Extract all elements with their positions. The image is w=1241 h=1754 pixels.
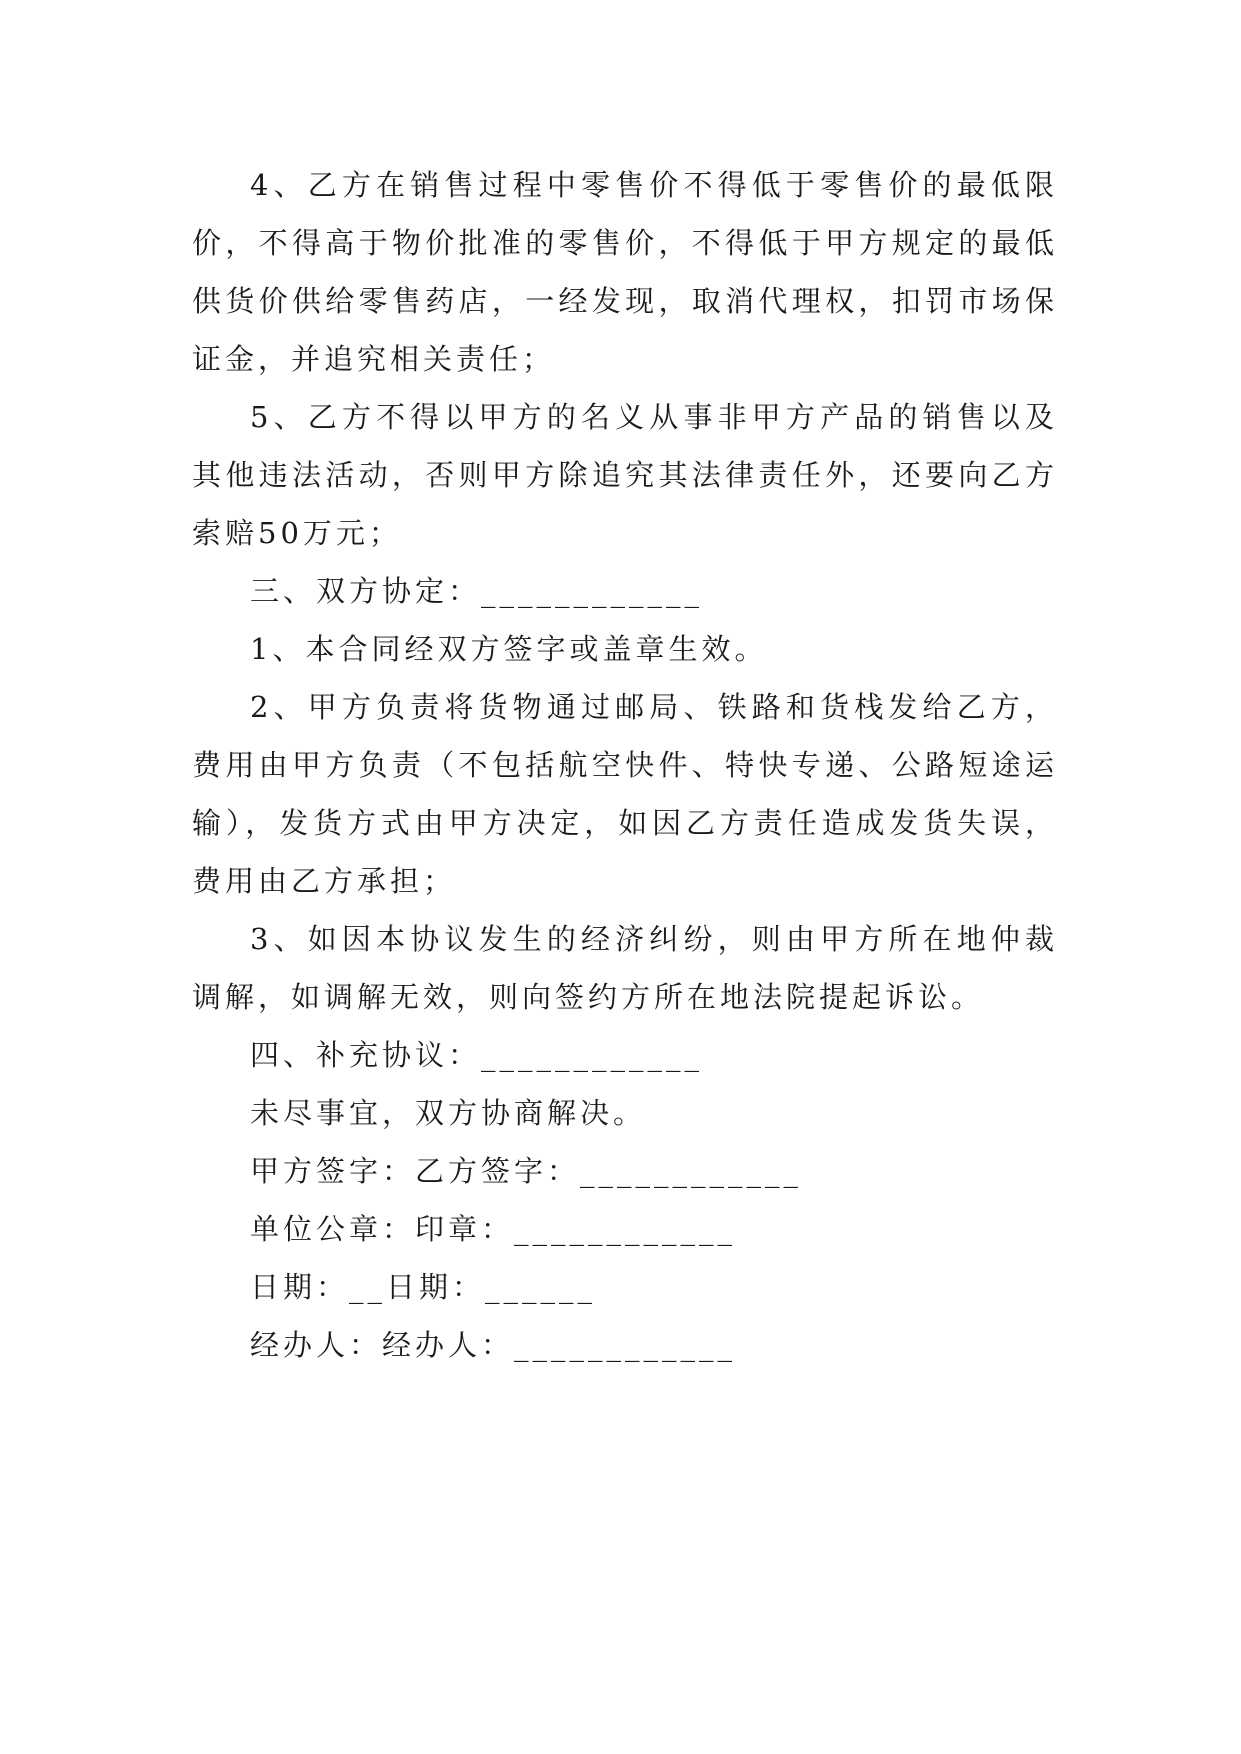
section-3-heading: 三、双方协定：____________ (250, 574, 704, 608)
signature-line: 甲方签字：乙方签字：____________ (250, 1154, 803, 1188)
clause-2-shipping: 2、甲方负责将货物通过邮局、铁路和货栈发给乙方，费用由甲方负责（不包括航空快件、特快专递、公路短途运输），发货方式由甲方决定，如因乙方责任造成发货失误，费用由乙方承担； (192, 690, 1058, 898)
section-4-heading: 四、补充协议：____________ (250, 1038, 704, 1072)
handler-line: 经办人：经办人：____________ (250, 1328, 737, 1362)
date-line: 日期：__日期：______ (250, 1270, 597, 1304)
clause-3-disputes: 3、如因本协议发生的经济纠纷，则由甲方所在地仲裁调解，如调解无效，则向签约方所在地法院提起诉讼。 (192, 922, 1058, 1014)
clause-1-effective: 1、本合同经双方签字或盖章生效。 (250, 632, 768, 666)
clause-5-prohibited-activities: 5、乙方不得以甲方的名义从事非甲方产品的销售以及其他违法活动，否则甲方除追究其法律责任外，还要向乙方索赔50万元； (192, 400, 1058, 550)
document-body (192, 156, 1058, 1374)
seal-line: 单位公章：印章：____________ (250, 1212, 737, 1246)
clause-4-retail-price: 4、乙方在销售过程中零售价不得低于零售价的最低限价，不得高于物价批准的零售价，不得低于甲方规定的最低供货价供给零售药店，一经发现，取消代理权，扣罚市场保证金，并追究相关责任； (192, 168, 1058, 376)
unresolved-matters: 未尽事宜，双方协商解决。 (250, 1096, 647, 1130)
